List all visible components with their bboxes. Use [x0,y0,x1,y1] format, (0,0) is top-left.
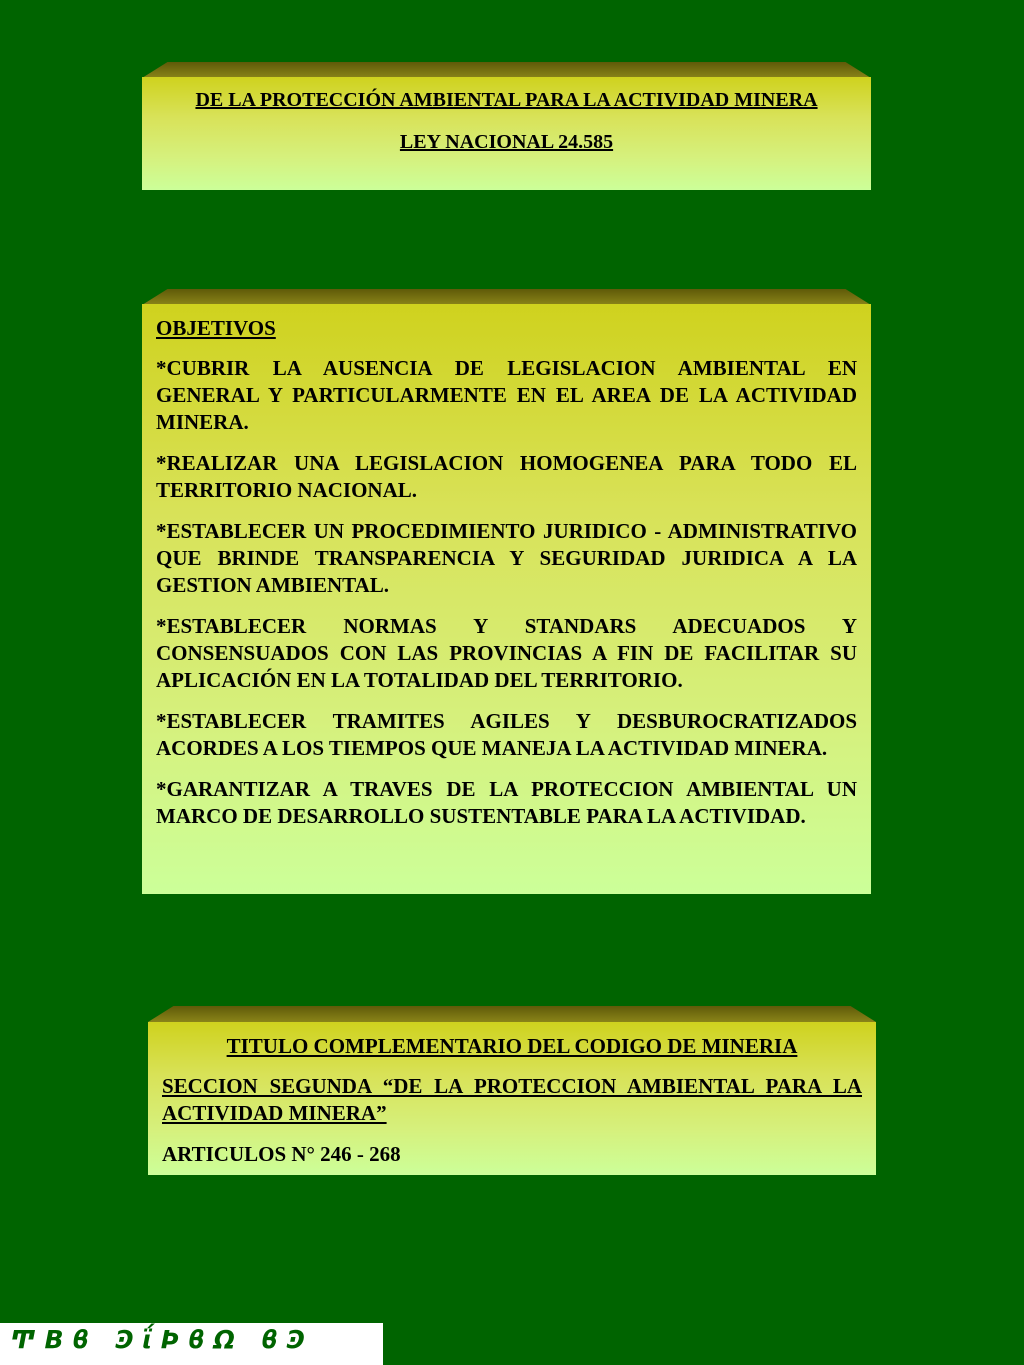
objective-item: *ESTABLECER NORMAS Y STANDARS ADECUADOS Y CONSENSUADOS CON LAS PROVINCIAS A FIN DE FACILITAR SU APLICACIÓN EN LA TOTALIDAD DEL TERRITORIO. [156,614,857,692]
law-title: DE LA PROTECCIÓN AMBIENTAL PARA LA ACTIVIDAD MINERA [195,89,818,111]
footer-glyph-text: ͲΒϐ ϿΐϷϐΩ ϐϿ [10,1325,314,1354]
mining-code-section: SECCION SEGUNDA “DE LA PROTECCION AMBIENTAL PARA LA ACTIVIDAD MINERA” [162,1074,862,1125]
objective-item: *GARANTIZAR A TRAVES DE LA PROTECCION AMBIENTAL UN MARCO DE DESARROLLO SUSTENTABLE PARA LA ACTIVIDAD. [156,777,857,828]
box-bevel [142,289,871,305]
mining-code-articles: ARTICULOS N° 246 - 268 [162,1142,401,1166]
law-title-box [142,62,871,190]
box-bevel [142,62,871,78]
objective-item: *ESTABLECER UN PROCEDIMIENTO JURIDICO - ADMINISTRATIVO QUE BRINDE TRANSPARENCIA Y SEGURIDAD JURIDICA A LA GESTION AMBIENTAL. [156,519,857,597]
law-number: LEY NACIONAL 24.585 [399,131,614,153]
objective-item: *CUBRIR LA AUSENCIA DE LEGISLACION AMBIENTAL EN GENERAL Y PARTICULARMENTE EN EL AREA DE LA ACTIVIDAD MINERA. [156,356,857,434]
objectives-heading: OBJETIVOS [156,316,276,340]
footer-bar [0,1323,383,1365]
law-title-text [186,89,827,154]
objective-item: *REALIZAR UNA LEGISLACION HOMOGENEA PARA TODO EL TERRITORIO NACIONAL. [156,451,857,502]
mining-code-title: TITULO COMPLEMENTARIO DEL CODIGO DE MINERIA [226,1034,798,1058]
box-bevel [148,1006,876,1022]
objectives-box [142,289,871,894]
objective-item: *ESTABLECER TRAMITES AGILES Y DESBUROCRATIZADOS ACORDES A LOS TIEMPOS QUE MANEJA LA ACTIVIDAD MINERA. [156,709,857,760]
mining-code-box [148,1006,876,1175]
objectives-text [156,315,857,844]
mining-code-text [162,1033,862,1168]
